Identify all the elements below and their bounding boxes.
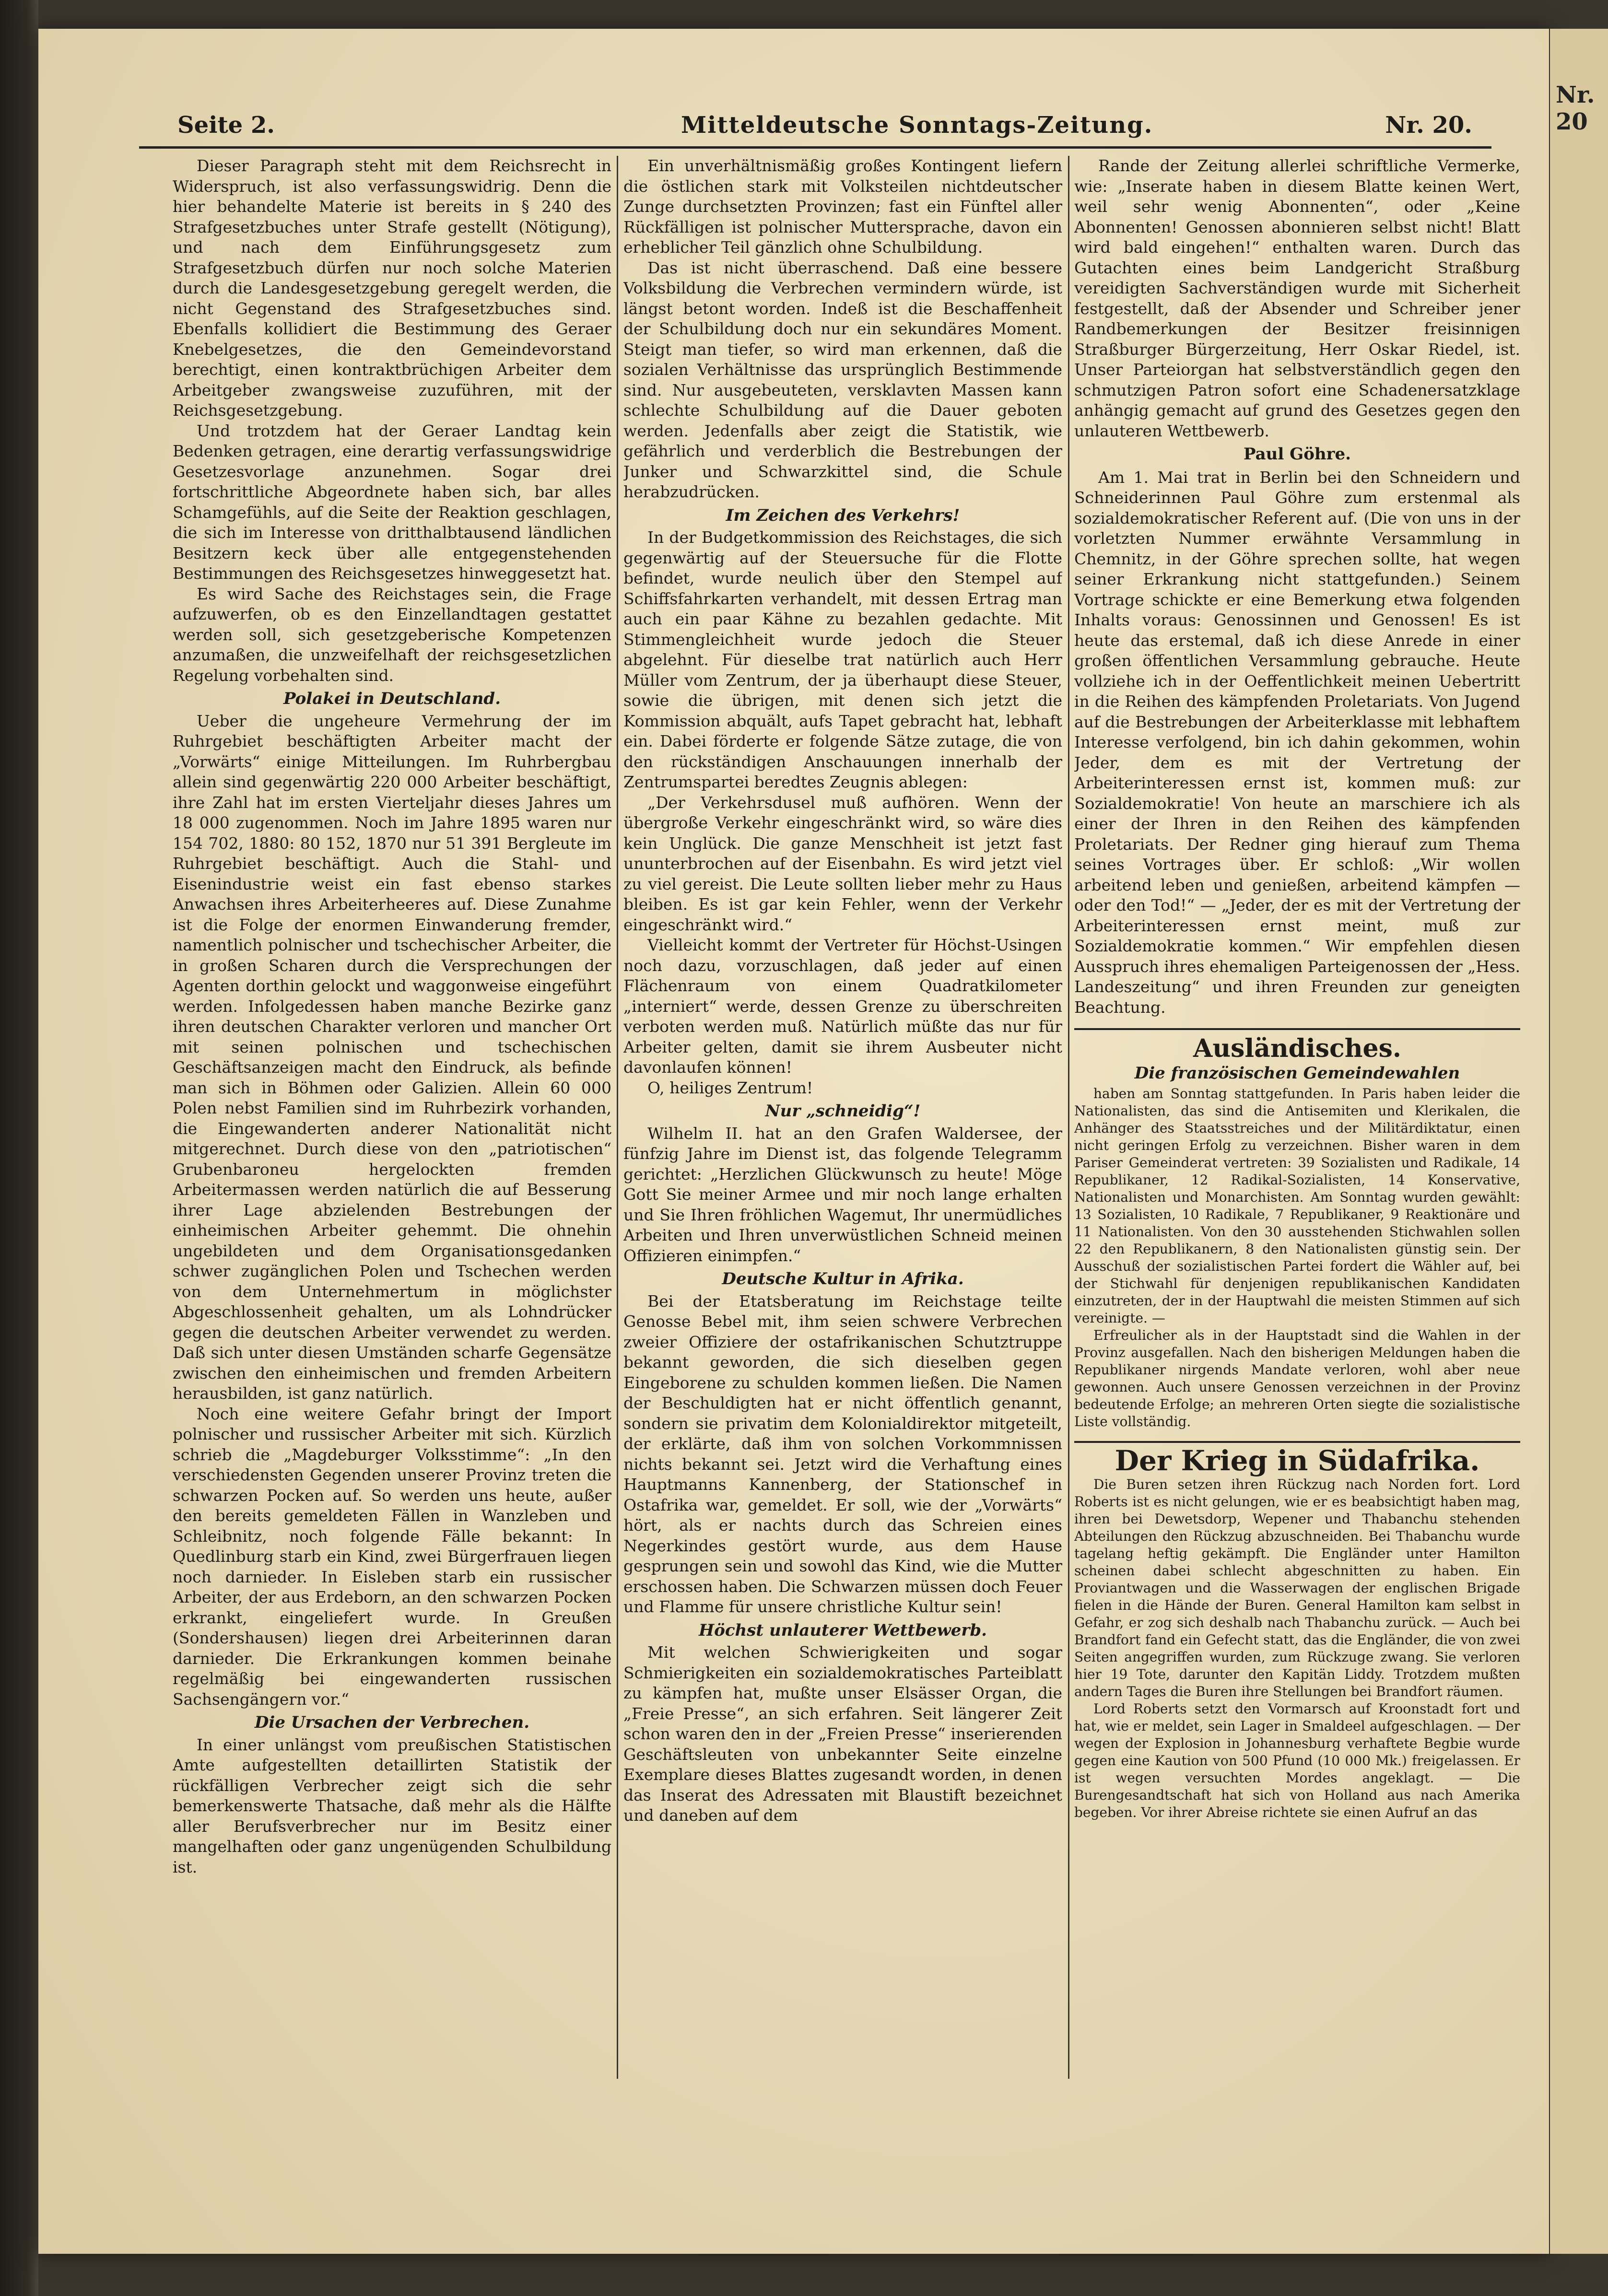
paragraph: Bei der Etatsberatung im Reichstage teilte Genosse Bebel mit, ihm seien schwere Verbrechen zweier Offiziere der ostafrikanischen Schutztruppe bekannt geworden, die sich dieselben gegen Eingeborene zu schulden kommen ließen. Die Namen der Beschuldigten hat er nicht öffentlich genannt, sondern sie privatim dem Kolonialdirektor mitgeteilt, der erklärte, daß ihm von solchen Vorkommnissen nichts bekannt sei. Jetzt wird die Verhaftung eines Hauptmanns Kannenberg, der Stationschef in Ostafrika war, gemeldet. Er soll, wie der „Vorwärts“ hört, als er nachts durch das Schreien eines Negerkindes gestört wurde, aus dem Hause gesprungen sein und sowohl das Kind, wie die Mutter erschossen haben. Die Schwarzen müssen doch Feuer und Flamme für unsere christliche Kultur sein! <box>623 1291 1062 1616</box>
paragraph: Rande der Zeitung allerlei schriftliche Vermerke, wie: „Inserate haben in diesem Blatte keinen Wert, weil sehr wenig Abonnenten“, oder „Keine Abonnenten! Genossen abonnieren selbst nicht! Blatt wird bald eingehen!“ enthalten waren. Durch das Gutachten eines beim Landgericht Straßburg vereidigten Sachverständigen wurde mit Sicherheit festgestellt, daß der Absender und Schreiber jener Randbemerkungen der Besitzer freisinnigen Straßburger Bürgerzeitung, Herr Oskar Riedel, ist. Unser Parteiorgan hat selbstverständlich gegen den schmutzigen Patron sofort eine Schadenersatzklage anhängig gemacht auf grund des Gesetzes gegen den unlauteren Wettbewerb. <box>1074 156 1520 440</box>
paragraph: Mit welchen Schwierigkeiten und sogar Schmierigkeiten ein sozialdemokratisches Parteiblatt zu kämpfen hat, mußte unser Elsässer Organ, die „Freie Presse“, an sich erfahren. Seit längerer Zeit schon waren den in der „Freien Presse“ inserierenden Geschäftsleuten von unbekannter Seite einzelne Exemplare dieses Blattes zugesandt worden, in denen das Inserat des Adressaten mit Blaustift bezeichnet und daneben auf dem <box>623 1643 1062 1825</box>
paragraph: In der Budgetkommission des Reichstages, die sich gegenwärtig auf der Steuersuche für die Flotte befindet, wurde neulich über den Stempel auf Schiffsfahrkarten verhandelt, mit dessen Ertrag man auch ein paar Kähne zu bezahlen gedachte. Mit Stimmengleichheit wurde jedoch die Steuer abgelehnt. Für dieselbe trat natürlich auch Herr Müller vom Zentrum, der ja überhaupt diese Steuer, sowie die übrigen, mit denen sich jetzt die Kommission abquält, aufs Tapet gebracht hat, lebhaft ein. Dabei förderte er folgende Sätze zutage, die von den rückständigen Anschauungen innerhalb der Zentrumspartei beredtes Zeugnis ablegen: <box>623 528 1062 791</box>
article-heading: Paul Göhre. <box>1244 445 1351 464</box>
article-heading: Deutsche Kultur in Afrika. <box>722 1269 964 1289</box>
paragraph: Ein unverhältnismäßig großes Kontingent liefern die östlichen stark mit Volksteilen nichtdeutscher Zunge durchsetzten Provinzen; fast ein Fünftel aller Rückfälligen ist polnischer Muttersprache, davon ein erheblicher Teil gänzlich ohne Schulbildung. <box>623 156 1062 257</box>
paragraph: In einer unlängst vom preußischen Statistischen Amte aufgestellten detaillirten Statistik der rückfälligen Verbrecher zeigt sich die sehr bemerkenswerte Thatsache, daß mehr als die Hälfte aller Berufsverbrecher nur im Besitz einer mangelhaften oder ganz ungenügenden Schulbildung ist. <box>173 1735 611 1876</box>
small-print-block <box>1074 1476 1520 1821</box>
paragraph: Vielleicht kommt der Vertreter für Höchst-Usingen noch dazu, vorzuschlagen, daß jeder auf einen Flächenraum von einem Quadratkilometer „interniert“ werde, dessen Grenze zu überschreiten verboten werden muß. Natürlich müßte das nur für Arbeiter gelten, damit sie ihrem Ausbeuter nicht davonlaufen können! <box>623 936 1062 1077</box>
paragraph: Noch eine weitere Gefahr bringt der Import polnischer und russischer Arbeiter mit sich. Kürzlich schrieb die „Magdeburger Volksstimme“: „In den verschiedensten Gegenden unserer Provinz treten die schwarzen Pocken auf. So werden uns heute, außer den bereits gemeldeten Fällen in Wanzleben und Schleibnitz, noch folgende Fälle bekannt: In Quedlinburg starb ein Kind, zwei Bürgerfrauen liegen noch darnieder. In Eisleben starb ein russischer Arbeiter, der aus Erdeborn, an den schwarzen Pocken erkrankt, eingeliefert wurde. In Greußen (Sondershausen) liegen drei Arbeiterinnen daran darnieder. Die Erkrankungen kommen beinahe regelmäßig bei eingewanderten russischen Sachsengängern vor.“ <box>173 1404 611 1709</box>
adjacent-page-number: Nr. 20 <box>1556 82 1595 135</box>
paragraph: Dieser Paragraph steht mit dem Reichsrecht in Widerspruch, ist also verfassungswidrig. Denn die hier behandelte Materie ist bereits in § 240 des Strafgesetzbuches unter Strafe gestellt (Nötigung), und nach dem Einführungsgesetz zum Strafgesetzbuch dürfen nur noch solche Materien durch die Landesgesetzgebung geregelt werden, die nicht Gegenstand des Strafgesetzbuches sind. Ebenfalls kollidiert die Bestimmung des Geraer Knebelgesetzes, die den Gemeindevorstand berechtigt, einen kontraktbrüchigen Arbeiter dem Arbeitgeber zwangsweise zuzuführen, mit der Reichsgesetzgebung. <box>173 156 611 420</box>
paragraph: Die Buren setzen ihren Rückzug nach Norden fort. Lord Roberts ist es nicht gelungen, wie er es beabsichtigt haben mag, ihren bei Dewetsdorp, Wepener und Thabanchu stehenden Abteilungen den Rückzug abzuschneiden. Bei Thabanchu wurde tagelang heftig gekämpft. Die Engländer unter Hamilton scheinen dabei schlecht abgeschnitten zu haben. Ein Proviantwagen und die Wasserwagen der englischen Brigade fielen in die Hände der Buren. General Hamilton kam selbst in Gefahr, er zog sich deshalb nach Thabanchu zurück. — Auch bei Brandfort fand ein Gefecht statt, das die Engländer, die von zwei Seiten angegriffen wurden, zum Rückzuge zwang. Sie verloren hier 19 Tote, darunter den Kapitän Liddy. Trotzdem mußten andern Tages die Buren ihre Stellungen bei Brandfort räumen. <box>1074 1476 1520 1699</box>
paragraph: haben am Sonntag stattgefunden. In Paris haben leider die Nationalisten, das sind die Antisemiten und Klerikalen, die Anhänger des Staatsstreiches und der Militärdiktatur, einen nicht geringen Erfolg zu verzeichnen. Bisher waren in dem Pariser Gemeinderat vertreten: 39 Sozialisten und Radikale, 14 Republikaner, 12 Radikal-Sozialisten, 14 Konservative, Nationalisten und Monarchisten. Am Sonntag wurden gewählt: 13 Sozialisten, 10 Radikale, 7 Republikaner, 9 Reaktionäre und 11 Nationalisten. Von den 30 ausstehenden Stichwahlen sollen 22 den Republikanern, 8 den Nationalisten günstig sein. Der Ausschuß der sozialistischen Partei fordert die Wähler auf, bei der Stichwahl für denjenigen republikanischen Kandidaten einzutreten, der in der Hauptwahl die meisten Stimmen auf sich vereinigte. — <box>1074 1086 1520 1326</box>
section-title: Ausländisches. <box>1074 1028 1520 1059</box>
column-divider <box>617 156 618 2079</box>
page-number: Seite 2. <box>177 112 275 139</box>
column-1 <box>173 156 611 2079</box>
paragraph: Lord Roberts setzt den Vormarsch auf Kroonstadt fort und hat, wie er meldet, sein Lager in Smaldeel aufgeschlagen. — Der wegen der Explosion in Johannesburg verhaftete Begbie wurde gegen eine Kaution von 500 Pfund (10 000 Mk.) freigelassen. Er ist wegen versuchten Mordes angeklagt. — Die Burengesandtschaft hat sich von Holland aus nach Amerika begeben. Vor ihrer Abreise richtete sie einen Aufruf an das <box>1074 1700 1520 1820</box>
article-heading: Im Zeichen des Verkehrs! <box>726 505 960 525</box>
paragraph: Das ist nicht überraschend. Daß eine bessere Volksbildung die Verbrechen vermindern würde, ist längst betont worden. Indeß ist die Beschaffenheit der Schulbildung doch nur ein sekundäres Moment. Steigt man tiefer, so wird man erkennen, daß die sozialen Verhältnisse das ursprünglich Bestimmende sind. Nur ausgebeuteten, versklavten Massen kann schlechte Schulbildung auf die Dauer geboten werden. Jedenfalls aber zeigt die Statistik, wie gefährlich und verderblich die Bestrebungen der Junker und Schwarzkittel sind, die Schule herabzudrücken. <box>623 258 1062 501</box>
article-heading: Polakei in Deutschland. <box>283 689 501 708</box>
page-header <box>139 108 1491 149</box>
small-print-block <box>1074 1085 1520 1430</box>
issue-number: Nr. 20. <box>1385 112 1472 139</box>
column-3 <box>1074 156 1520 2079</box>
paragraph: Wilhelm II. hat an den Grafen Waldersee, der fünfzig Jahre im Dienst ist, das folgende Telegramm gerichtet: „Herzlichen Glückwunsch zu heute! Möge Gott Sie meiner Armee und mir noch lange erhalten und Sie Ihren fröhlichen Wagemut, Ihr unermüdliches Arbeiten und Ihren unverwüstlichen Schneid meinen Offizieren einimpfen.“ <box>623 1124 1062 1265</box>
section-title: Der Krieg in Südafrika. <box>1074 1441 1520 1471</box>
article-heading: Nur „schneidig“! <box>765 1101 921 1121</box>
paragraph: Ueber die ungeheure Vermehrung der im Ruhrgebiet beschäftigten Arbeiter macht der „Vorwärts“ einige Mitteilungen. Im Ruhrbergbau allein sind gegenwärtig 220 000 Arbeiter beschäftigt, ihre Zahl hat im ersten Vierteljahr dieses Jahres um 18 000 zugenommen. Noch im Jahre 1895 waren nur 154 702, 1880: 80 152, 1870 nur 51 391 Bergleute im Ruhrgebiet beschäftigt. Auch die Stahl- und Eisenindustrie weist ein fast ebenso starkes Anwachsen ihres Arbeiterheeres auf. Diese Zunahme ist die Folge der enormen Einwanderung fremder, namentlich polnischer und tschechischer Arbeiter, die in großen Scharen durch die Versprechungen der Agenten dorthin gelockt und waggonweise eingeführt werden. Infolgedessen haben manche Bezirke ganz ihren deutschen Charakter verloren und mancher Ort mit seinen polnischen und tschechischen Geschäftsanzeigen macht den Eindruck, als befinde man sich in Böhmen oder Galizien. Allein 60 000 Polen nebst Familien sind im Ruhrbezirk vorhanden, die Eingewanderten anderer Nationalität nicht mitgerechnet. Durch diese von den „patriotischen“ Grubenbaroneu hergelockten fremden Arbeitermassen werden natürlich die auf Besserung ihrer Lage abzielenden Bestrebungen der einheimischen Arbeiter gehemmt. Die ohnehin ungebildeten und dem Organisationsgedanken schwer zugänglichen Polen und Tschechen werden von dem Unternehmertum in möglichster Abgeschlossenheit gehalten, um als Lohndrücker gegen die deutschen Arbeiter verwendet zu werden. Daß sich unter diesen Umständen scharfe Gegensätze zwischen den einheimischen und fremden Arbeitern herausbilden, ist ganz natürlich. <box>173 711 611 1403</box>
newspaper-title: Mitteldeutsche Sonntags-Zeitung. <box>681 112 1153 139</box>
paragraph: Es wird Sache des Reichstages sein, die Frage aufzuwerfen, ob es den Einzellandtagen gestattet werden soll, sich gesetzgeberische Kompetenzen anzumaßen, die unzweifelhaft der reichsgesetzlichen Regelung vorbehalten sind. <box>173 584 611 685</box>
paragraph: „Der Verkehrsdusel muß aufhören. Wenn der übergroße Verkehr eingeschränkt wird, so wäre dies kein Unglück. Die ganze Menschheit ist jetzt fast ununterbrochen auf der Eisenbahn. Es wird jetzt viel zu viel gereist. Die Leute sollten lieber mehr zu Haus bleiben. Es ist gar kein Fehler, wenn der Verkehr eingeschränkt wird.“ <box>623 793 1062 934</box>
paragraph: Am 1. Mai trat in Berlin bei den Schneidern und Schneiderinnen Paul Göhre zum erstenmal als sozialdemokratischer Referent auf. (Die von uns in der vorletzten Nummer erwähnte Versammlung in Chemnitz, in der Göhre sprechen sollte, hat wegen seiner Erkrankung nicht stattgefunden.) Seinem Vortrage schickte er eine Bemerkung etwa folgenden Inhalts voraus: Genossinnen und Genossen! Es ist heute das erstemal, daß ich diese Anrede in einer großen öffentlichen Versammlung gebrauche. Heute vollziehe ich in der Oeffentlichkeit meinen Uebertritt in die Reihen des kämpfenden Proletariats. Von Jugend auf die Bestrebungen der Arbeiterklasse mit lebhaftem Interesse verfolgend, bin ich dahin gekommen, wohin Jeder, dem es mit der Vertretung der Arbeiterinteressen ernst ist, kommen muß: zur Sozialdemokratie! Von heute an marschiere ich als einer der Ihren in den Reihen des kämpfenden Proletariats. Der Redner ging hierauf zum Thema seines Vortrages über. Er schloß: „Wir wollen arbeitend leben und genießen, arbeitend kämpfen — oder den Tod!“ — „Jeder, der es mit der Vertretung der Arbeiterinteressen ernst meint, muß zur Sozialdemokratie kommen.“ Wir empfehlen diesen Ausspruch ihres ehemaligen Parteigenossen der „Hess. Landeszeitung“ und ihren Freunden zur geneigten Beachtung. <box>1074 468 1520 1017</box>
paragraph: Erfreulicher als in der Hauptstadt sind die Wahlen in der Provinz ausgefallen. Nach den bisherigen Meldungen haben die Republikaner nirgends Mandate verloren, wohl aber neue gewonnen. Auch unsere Genossen verzeichnen in der Provinz bedeutende Erfolge; an mehreren Orten siegte die sozialistische Liste vollständig. <box>1074 1327 1520 1429</box>
column-2 <box>623 156 1062 2079</box>
paragraph: O, heiliges Zentrum! <box>647 1078 813 1097</box>
paragraph: Und trotzdem hat der Geraer Landtag kein Bedenken getragen, eine derartig verfassungswidrige Gesetzesvorlage anzunehmen. Sogar drei fortschrittliche Abgeordnete haben sich, bar alles Schamgefühls, auf die Seite der Reaktion geschlagen, die sich im Interesse von dritthalbtausend ländlichen Besitzern keck über alle entgegenstehenden Bestimmungen des Reichsgesetzes hinweggesetzt hat. <box>173 421 611 583</box>
article-heading: Höchst unlauterer Wettbewerb. <box>699 1620 987 1640</box>
book-binding <box>0 0 38 2296</box>
adjacent-page-edge <box>1550 29 1608 2254</box>
article-heading: Die Ursachen der Verbrechen. <box>254 1713 530 1732</box>
article-heading: Die französischen Gemeindewahlen <box>1134 1063 1460 1083</box>
column-divider <box>1068 156 1069 2079</box>
